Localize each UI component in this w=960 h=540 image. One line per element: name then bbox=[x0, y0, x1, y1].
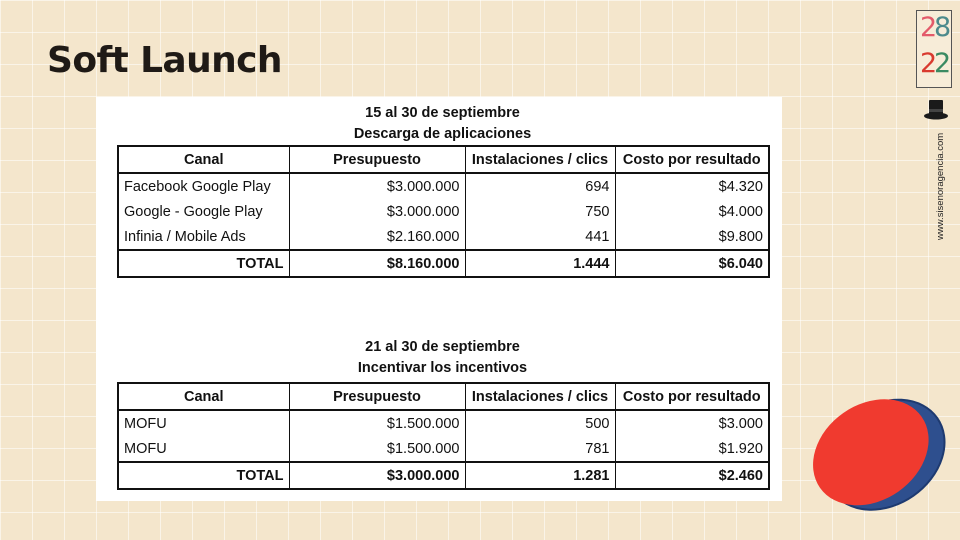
table2 bbox=[117, 382, 770, 490]
cell-canal: MOFU bbox=[118, 436, 289, 462]
agency-logo bbox=[916, 10, 952, 88]
header-costo: Costo por resultado bbox=[615, 146, 769, 173]
table1-caption-title: Descarga de aplicaciones bbox=[353, 126, 532, 142]
total-costo: $2.460 bbox=[615, 462, 769, 489]
table-header-row bbox=[118, 146, 769, 173]
cell-canal: Facebook Google Play bbox=[118, 173, 289, 199]
total-presupuesto: $8.160.000 bbox=[289, 250, 465, 277]
logo-digit: 2 bbox=[934, 48, 952, 79]
cell-costo: $4.320 bbox=[615, 173, 769, 199]
cell-instalaciones: 441 bbox=[465, 224, 615, 250]
cell-instalaciones: 750 bbox=[465, 199, 615, 224]
header-canal: Canal bbox=[118, 146, 289, 173]
table1-caption-date: 15 al 30 de septiembre bbox=[365, 105, 520, 121]
cell-instalaciones: 500 bbox=[465, 410, 615, 436]
website-url: www.sisenoragencia.com bbox=[935, 132, 946, 240]
cell-costo: $4.000 bbox=[615, 199, 769, 224]
cell-costo: $9.800 bbox=[615, 224, 769, 250]
header-presupuesto: Presupuesto bbox=[289, 383, 465, 410]
cell-presupuesto: $1.500.000 bbox=[289, 436, 465, 462]
cell-presupuesto: $3.000.000 bbox=[289, 173, 465, 199]
logo-digit: 8 bbox=[934, 12, 952, 43]
header-instalaciones: Instalaciones / clics bbox=[465, 146, 615, 173]
cell-canal: Google - Google Play bbox=[118, 199, 289, 224]
cell-presupuesto: $3.000.000 bbox=[289, 199, 465, 224]
table-row bbox=[118, 436, 769, 462]
logo-digit: 2 bbox=[920, 48, 938, 79]
table1-block bbox=[117, 103, 768, 278]
table-row bbox=[118, 224, 769, 250]
table-row bbox=[118, 199, 769, 224]
table2-caption-date: 21 al 30 de septiembre bbox=[365, 339, 520, 355]
table1 bbox=[117, 145, 770, 278]
cell-instalaciones: 781 bbox=[465, 436, 615, 462]
table-total-row bbox=[118, 462, 769, 489]
table-row bbox=[118, 410, 769, 436]
total-label: TOTAL bbox=[118, 250, 289, 277]
table-row bbox=[118, 173, 769, 199]
table2-caption-title: Incentivar los incentivos bbox=[357, 360, 528, 376]
cell-costo: $1.920 bbox=[615, 436, 769, 462]
cell-canal: MOFU bbox=[118, 410, 289, 436]
header-presupuesto: Presupuesto bbox=[289, 146, 465, 173]
header-costo: Costo por resultado bbox=[615, 383, 769, 410]
total-costo: $6.040 bbox=[615, 250, 769, 277]
cell-costo: $3.000 bbox=[615, 410, 769, 436]
header-instalaciones: Instalaciones / clics bbox=[465, 383, 615, 410]
total-label: TOTAL bbox=[118, 462, 289, 489]
slide-title: Soft Launch bbox=[47, 40, 282, 81]
logo-digit: 2 bbox=[920, 12, 938, 43]
table2-block bbox=[117, 337, 768, 490]
table-total-row bbox=[118, 250, 769, 277]
header-canal: Canal bbox=[118, 383, 289, 410]
table-header-row bbox=[118, 383, 769, 410]
cell-presupuesto: $2.160.000 bbox=[289, 224, 465, 250]
cell-presupuesto: $1.500.000 bbox=[289, 410, 465, 436]
total-instalaciones: 1.444 bbox=[465, 250, 615, 277]
top-hat-icon bbox=[923, 98, 949, 127]
cell-instalaciones: 694 bbox=[465, 173, 615, 199]
total-instalaciones: 1.281 bbox=[465, 462, 615, 489]
total-presupuesto: $3.000.000 bbox=[289, 462, 465, 489]
tables-panel bbox=[96, 97, 782, 501]
red-disc-decoration bbox=[800, 378, 950, 533]
cell-canal: Infinia / Mobile Ads bbox=[118, 224, 289, 250]
